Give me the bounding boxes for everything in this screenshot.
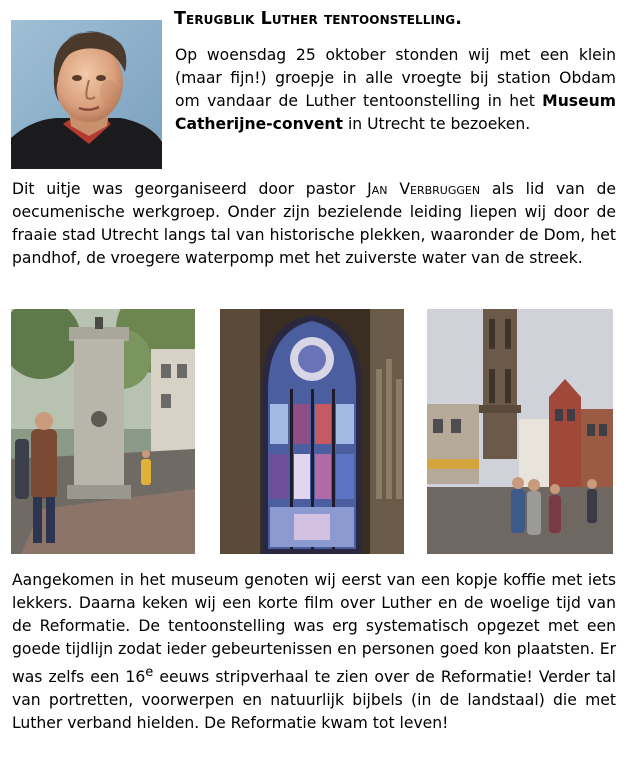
museum-name: Museum Catherijne-convent bbox=[175, 92, 616, 133]
museum-visit-paragraph bbox=[12, 569, 616, 735]
intro-paragraph bbox=[175, 44, 616, 136]
organizer-paragraph bbox=[12, 178, 616, 270]
intro-text-end: in Utrecht te bezoeken. bbox=[342, 115, 531, 133]
museum-text-start: Aangekomen in het museum genoten wij eerst van een kopje koffie met iets lekkers. Daarna keken wij een korte film over Luther en de woelige tijd van de Reformatie. De tentoonstelling was erg systematisch opgezet met een goede tijdlijn zodat ieder gebeurtenissen en personen goed kon plaatsten. Er was zelfs een 16 bbox=[12, 571, 616, 687]
intro-text-start: Op woensdag 25 oktober stonden wij met een klein (maar fijn!) groepje in alle vroegte bij station Obdam om vandaar de Luther tentoonstelling in het bbox=[175, 46, 616, 110]
organizer-text-end: als lid van de oecumenische werkgroep. Onder zijn bezielende leiding liepen wij door de fraaie stad Utrecht langs tal van historische plekken, waaronder de Dom, het pandhof, de vroegere waterpomp met het zuiverste water van de streek. bbox=[12, 180, 616, 267]
luther-portrait-image bbox=[11, 20, 162, 169]
dom-tower-photo bbox=[427, 309, 613, 554]
museum-text-end: eeuws stripverhaal te zien over de Reformatie! Verder tal van portretten, voorwerpen en natuurlijk bijbels (in de landstaal) die met Luther verband hielden. De Reformatie kwam tot leven! bbox=[12, 668, 616, 733]
organizer-text-start: Dit uitje was georganiseerd door pastor bbox=[12, 180, 368, 198]
stained-glass-photo bbox=[220, 309, 404, 554]
water-pump-photo bbox=[11, 309, 195, 554]
pastor-name: Jan Verbruggen bbox=[367, 180, 481, 198]
article-title: Terugblik Luther tentoonstelling. bbox=[174, 9, 462, 29]
century-superscript: e bbox=[145, 665, 154, 680]
